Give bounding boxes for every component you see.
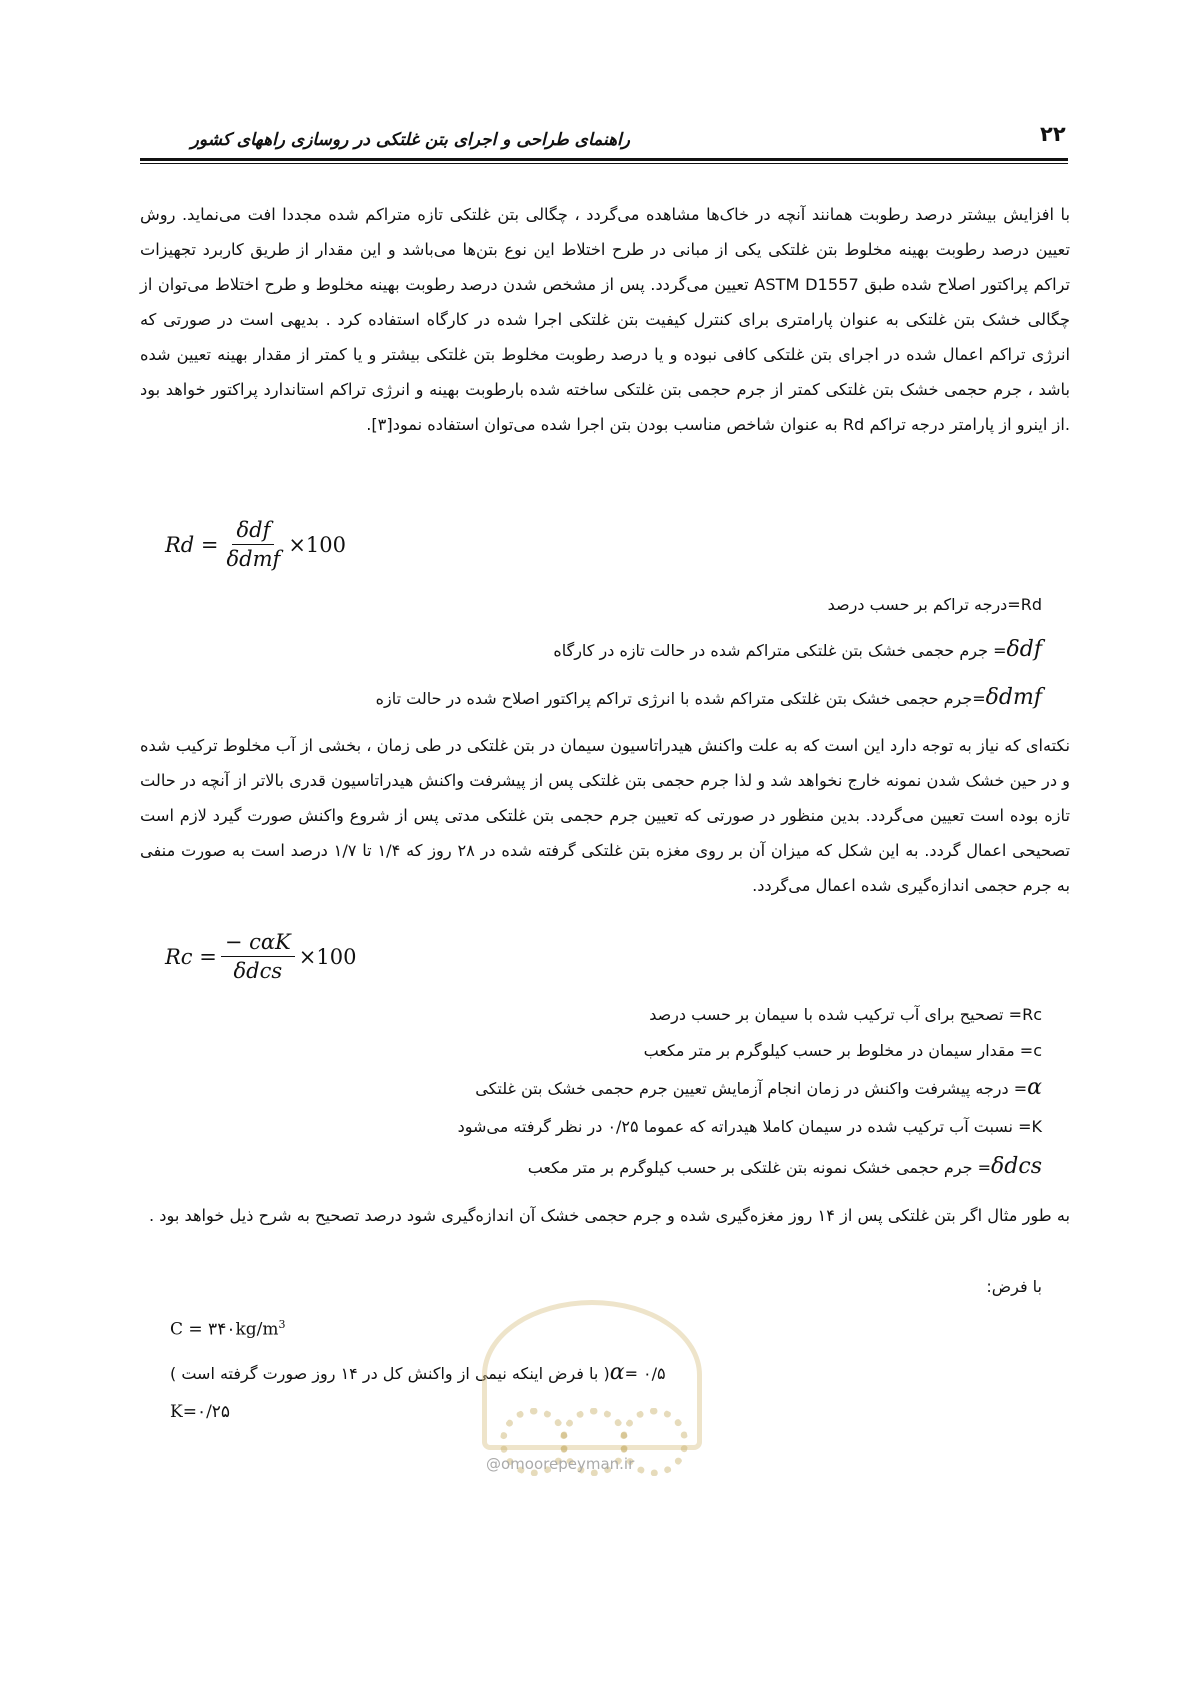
definition-delta-dmf xyxy=(376,683,1042,714)
given-cement xyxy=(170,1318,285,1340)
equation-rc xyxy=(165,930,356,983)
definition-text: =جرم حجمی خشک بتن غلتکی متراکم شده با انرژی تراکم پراکتور اصلاح شده در حالت تازه xyxy=(375,689,986,708)
given-label: با فرض: xyxy=(986,1277,1042,1296)
equation-rd-numerator: δdf xyxy=(232,518,274,545)
paragraph-hydration-correction: نکته‌ای که نیاز به توجه دارد این است که به علت واکنش هیدراتاسیون سیمان در بتن غلتکی در طی زمان ، بخشی از آب مخلوط ترکیب شده و در حین خشک شدن نمونه خارج نخواهد شد و لذا جرم حجمی بتن غلتکی پس از پیشرفت واکنش هیدراتاسیون قدری بالاتر از آنچه در حالت تازه بوده است تعیین می‌گردد. بدین منظور در صورتی که تعیین جرم حجمی بتن غلتکی مدتی پس از شروع واکنش صورت گیرد لازم است تصحیحی اعمال گردد. به این شکل که میزان آن بر روی مغزه بتن غلتکی گرفته شده در ۲۸ روز که ۱/۴ تا ۱/۷ درصد است به صورت منفی به جرم حجمی اندازه‌گیری شده اعمال می‌گردد. xyxy=(140,736,1070,895)
definition-symbol: Rc xyxy=(1022,1005,1042,1024)
running-header-title: راهنمای طراحی و اجرای بتن غلتکی در روسازی راههای کشور xyxy=(190,130,630,150)
equation-rd-lhs: Rd = xyxy=(165,532,219,557)
equation-rc-lhs: Rc = xyxy=(165,944,217,969)
definition-symbol: δdmf xyxy=(985,685,1042,710)
definition-text: = جرم حجمی خشک نمونه بتن غلتکی بر حسب کیلوگرم بر متر مکعب xyxy=(527,1158,992,1177)
given-alpha-symbol: α xyxy=(609,1360,625,1385)
equation-rc-fraction xyxy=(221,930,295,983)
definition-rd xyxy=(828,590,1042,620)
equation-rd-fraction xyxy=(223,518,285,571)
definition-symbol: δdf xyxy=(1006,637,1042,662)
header-rule-thick xyxy=(140,158,1068,161)
definition-delta-df xyxy=(553,635,1042,666)
equation-rc-denominator: δdcs xyxy=(233,959,283,983)
definition-k xyxy=(458,1112,1042,1142)
definition-text: = جرم حجمی خشک بتن غلتکی متراکم شده در حالت تازه در کارگاه xyxy=(553,641,1007,660)
given-cement-value: C = ۳۴۰kg/m xyxy=(170,1319,279,1340)
definition-symbol: K xyxy=(1031,1117,1042,1136)
definition-alpha xyxy=(475,1073,1042,1104)
equation-rd xyxy=(165,518,346,571)
header-rule-thin xyxy=(140,163,1068,164)
equation-rd-denominator: δdmf xyxy=(226,547,281,571)
paragraph-moisture-density: با افزایش بیشتر درصد رطوبت همانند آنچه در خاک‌ها مشاهده می‌گردد ، چگالی بتن غلتکی تازه متراکم شده مجددا افت می‌نماید. روش تعیین درصد رطوبت بهینه مخلوط بتن غلتکی یکی از مبانی در طرح اختلاط این نوع بتن‌ها می‌باشد و این مقدار از طریق کاربرد تجهیزات تراکم پراکتور اصلاح شده طبق ASTM D1557 تعیین می‌گردد. پس از مشخص شدن درصد رطوبت بهینه مخلوط و طرح اختلاط می‌توان از چگالی خشک بتن غلتکی به عنوان پارامتری برای کنترل کیفیت بتن غلتکی اجرا شده در کارگاه استفاده کرد . بدیهی است در صورتی که انرژی تراکم اعمال شده در اجرای بتن غلتکی کافی نبوده و یا درصد رطوبت مخلوط بتن غلتکی بیشتر و یا کمتر از مقدار بهینه تعیین شده باشد ، جرم حجمی خشک بتن غلتکی کمتر از جرم حجمی بتن غلتکی ساخته شده بارطوبت بهینه و انرژی تراکم استاندارد پراکتور خواهد بود .از اینرو از پارامتر درجه تراکم Rd به عنوان شاخص مناسب بودن بتن اجرا شده می‌توان استفاده نمود[۳]. xyxy=(140,205,1071,434)
definition-rc xyxy=(649,1000,1042,1030)
definition-text: =درجه تراکم بر حسب درصد xyxy=(827,595,1021,614)
given-k: K=۰/۲۵ xyxy=(170,1402,231,1422)
equation-rc-factor: ×100 xyxy=(298,944,357,969)
given-alpha-value: = ۰/۵( با فرض اینکه نیمی از واکنش کل در ۱۴ روز صورت گرفته است ) xyxy=(170,1364,666,1383)
paragraph-example: به طور مثال اگر بتن غلتکی پس از ۱۴ روز مغزه‌گیری شده و جرم حجمی خشک آن اندازه‌گیری شود درصد تصحیح به شرح ذیل خواهد بود . xyxy=(148,1206,1070,1225)
definition-c xyxy=(644,1036,1042,1066)
definition-symbol: c xyxy=(1033,1041,1042,1060)
definition-symbol: Rd xyxy=(1020,595,1042,614)
definition-symbol: δdcs xyxy=(991,1154,1042,1179)
equation-rd-factor: ×100 xyxy=(288,532,346,557)
definition-text: = نسبت آب ترکیب شده در سیمان کاملا هیدراته که عموما ۰/۲۵ در نظر گرفته می‌شود xyxy=(457,1117,1032,1136)
definition-text: = مقدار سیمان در مخلوط بر حسب کیلوگرم بر متر مکعب xyxy=(643,1041,1034,1060)
definition-delta-dcs xyxy=(528,1152,1042,1183)
equation-rc-numerator: − cαK xyxy=(221,930,295,957)
definition-symbol: α xyxy=(1027,1075,1042,1100)
page-number: ۲۲ xyxy=(1040,122,1066,146)
definition-text: = درجه پیشرفت واکنش در زمان انجام آزمایش تعیین جرم حجمی خشک بتن غلتکی xyxy=(475,1079,1028,1098)
given-cement-exponent: 3 xyxy=(278,1318,286,1331)
definition-text: = تصحیح برای آب ترکیب شده با سیمان بر حسب درصد xyxy=(649,1005,1023,1024)
watermark-url: @omoorepeyman.ir xyxy=(486,1455,635,1473)
